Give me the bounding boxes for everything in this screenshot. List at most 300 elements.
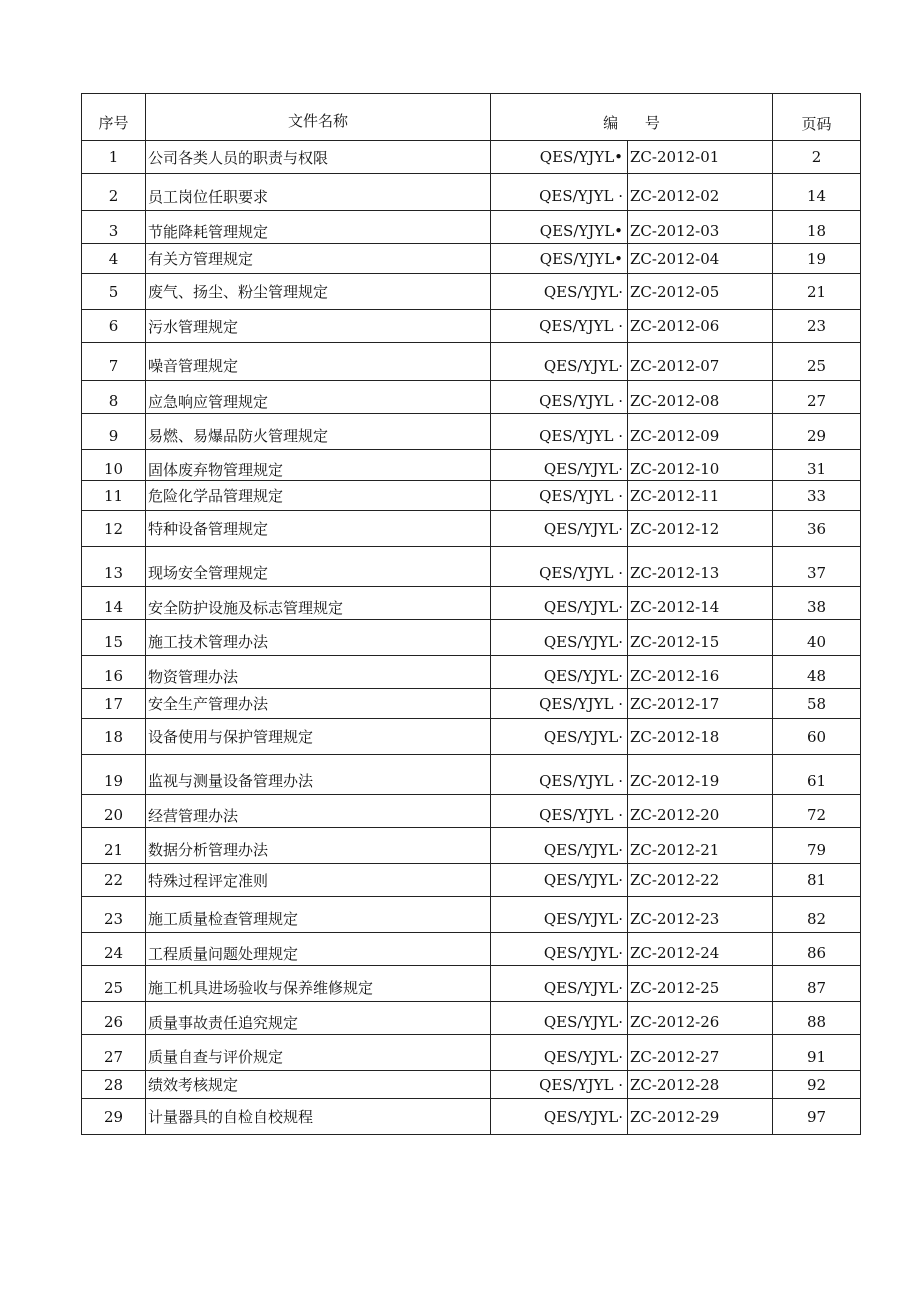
row-code-suffix-text: ZC-2012-29 (630, 1107, 720, 1126)
row-page-number-text: 72 (806, 806, 827, 824)
row-code-prefix-text: QES/YJYL· (543, 282, 623, 301)
row-document-name (146, 1071, 491, 1099)
row-page-number-text: 38 (806, 598, 827, 616)
row-seq-text: 19 (103, 771, 124, 790)
row-page-number (773, 141, 861, 174)
row-seq (82, 1071, 146, 1099)
table-row (82, 381, 861, 414)
row-page-number (773, 795, 861, 828)
row-seq-text: 29 (103, 1107, 124, 1126)
table-row (82, 1035, 861, 1071)
row-seq-text: 7 (108, 356, 119, 375)
header-seq: 序号 (82, 94, 146, 141)
row-code-suffix (628, 755, 773, 795)
row-code-prefix-text: QES/YJYL• (539, 222, 623, 240)
row-seq (82, 897, 146, 933)
row-page-number (773, 274, 861, 310)
row-document-name-text: 易燃、易爆品防火管理规定 (148, 427, 329, 445)
row-code-suffix (628, 547, 773, 587)
row-page-number-text: 27 (806, 392, 827, 410)
row-seq-text: 16 (103, 667, 124, 685)
row-seq-text: 6 (108, 317, 119, 335)
row-document-name (146, 620, 491, 656)
row-seq-text: 3 (108, 222, 119, 240)
row-page-number (773, 689, 861, 719)
row-document-name (146, 481, 491, 511)
row-code-prefix-text: QES/YJYL· (543, 1013, 623, 1031)
table-row (82, 828, 861, 864)
row-document-name-text: 工程质量问题处理规定 (148, 944, 299, 963)
row-document-name (146, 274, 491, 310)
row-code-suffix-text: ZC-2012-26 (630, 1013, 720, 1031)
row-code-prefix (491, 966, 628, 1002)
row-document-name (146, 174, 491, 211)
table-row (82, 274, 861, 310)
row-page-number (773, 414, 861, 450)
row-page-number-text: 60 (806, 727, 827, 746)
row-seq (82, 141, 146, 174)
row-code-prefix-text: QES/YJYL· (543, 727, 623, 746)
row-document-name-text: 监视与测量设备管理办法 (148, 772, 314, 790)
row-page-number (773, 620, 861, 656)
row-seq-text: 5 (108, 282, 119, 301)
row-page-number-text: 82 (806, 909, 827, 928)
table-row (82, 755, 861, 795)
row-code-suffix-text: ZC-2012-16 (630, 667, 720, 685)
row-code-suffix (628, 587, 773, 620)
row-seq-text: 15 (103, 632, 124, 651)
row-code-suffix (628, 933, 773, 966)
row-page-number (773, 481, 861, 511)
row-seq (82, 719, 146, 755)
row-code-suffix (628, 828, 773, 864)
row-document-name-text: 有关方管理规定 (148, 250, 254, 268)
row-seq-text: 1 (108, 148, 119, 166)
row-document-name-text: 绩效考核规定 (148, 1076, 239, 1094)
row-code-suffix (628, 719, 773, 755)
row-seq-text: 12 (103, 519, 124, 538)
row-document-name (146, 719, 491, 755)
row-code-prefix-text: QES/YJYL• (539, 249, 623, 268)
row-page-number-text: 29 (806, 426, 827, 445)
row-code-prefix (491, 864, 628, 897)
row-seq (82, 343, 146, 381)
row-code-prefix-text: QES/YJYL· (543, 978, 623, 997)
row-seq-text: 20 (103, 806, 124, 824)
row-document-name (146, 795, 491, 828)
table-row (82, 587, 861, 620)
row-seq-text: 8 (108, 392, 119, 410)
table-row (82, 1071, 861, 1099)
row-code-prefix (491, 174, 628, 211)
table-header-row (82, 94, 861, 141)
row-seq (82, 381, 146, 414)
row-code-suffix (628, 141, 773, 174)
row-code-prefix (491, 450, 628, 481)
row-code-suffix (628, 274, 773, 310)
row-document-name (146, 141, 491, 174)
row-seq (82, 656, 146, 689)
row-page-number (773, 1035, 861, 1071)
row-code-prefix-text: QES/YJYL · (539, 806, 623, 824)
row-code-suffix (628, 689, 773, 719)
table-row (82, 450, 861, 481)
row-code-prefix-text: QES/YJYL · (539, 426, 623, 445)
row-seq-text: 24 (103, 944, 124, 962)
row-page-number-text: 91 (806, 1047, 827, 1066)
row-document-name (146, 244, 491, 274)
row-document-name (146, 933, 491, 966)
row-document-name (146, 310, 491, 343)
table-row (82, 719, 861, 755)
row-document-name (146, 656, 491, 689)
row-seq-text: 27 (103, 1047, 124, 1066)
row-page-number (773, 933, 861, 966)
row-seq (82, 1099, 146, 1135)
row-code-suffix-text: ZC-2012-15 (630, 632, 720, 651)
row-document-name-text: 危险化学品管理规定 (148, 487, 284, 505)
row-document-name (146, 1035, 491, 1071)
table-row (82, 656, 861, 689)
table-body (82, 141, 861, 1135)
row-seq-text: 9 (108, 426, 119, 445)
row-seq (82, 828, 146, 864)
row-page-number-text: 37 (806, 563, 827, 582)
row-seq-text: 17 (103, 694, 124, 713)
row-seq-text: 11 (103, 486, 124, 505)
row-code-prefix (491, 719, 628, 755)
row-code-prefix (491, 1035, 628, 1071)
row-code-suffix (628, 1002, 773, 1035)
row-code-prefix-text: QES/YJYL· (543, 519, 623, 538)
row-code-suffix-text: ZC-2012-03 (630, 222, 720, 240)
row-document-name (146, 689, 491, 719)
row-document-name (146, 211, 491, 244)
row-document-name-text: 施工技术管理办法 (148, 633, 269, 651)
row-document-name-text: 节能降耗管理规定 (148, 222, 269, 241)
row-page-number (773, 719, 861, 755)
row-code-prefix-text: QES/YJYL· (543, 840, 623, 859)
row-document-name-text: 施工质量检查管理规定 (148, 910, 299, 928)
row-page-number (773, 174, 861, 211)
row-page-number-text: 88 (806, 1013, 827, 1031)
row-seq-text: 22 (103, 871, 124, 889)
row-document-name (146, 450, 491, 481)
row-code-prefix-text: QES/YJYL· (543, 356, 623, 375)
row-page-number (773, 244, 861, 274)
row-page-number-text: 33 (806, 486, 827, 505)
row-page-number (773, 966, 861, 1002)
row-code-suffix-text: ZC-2012-21 (630, 840, 720, 859)
row-code-suffix (628, 620, 773, 656)
row-code-suffix-text: ZC-2012-22 (630, 871, 720, 889)
row-code-suffix-text: ZC-2012-10 (630, 460, 720, 478)
row-code-suffix-text: ZC-2012-04 (630, 249, 720, 268)
row-seq-text: 23 (103, 909, 124, 928)
row-document-name-text: 废气、扬尘、粉尘管理规定 (148, 283, 329, 301)
table-row (82, 864, 861, 897)
row-code-suffix (628, 343, 773, 381)
row-seq-text: 28 (103, 1075, 124, 1094)
row-code-prefix (491, 620, 628, 656)
row-document-name-text: 特殊过程评定准则 (148, 871, 269, 890)
row-code-prefix (491, 547, 628, 587)
row-page-number-text: 92 (806, 1075, 827, 1094)
header-name: 文件名称 (146, 94, 491, 141)
row-document-name-text: 物资管理办法 (148, 667, 239, 686)
row-code-suffix (628, 1099, 773, 1135)
row-code-prefix (491, 1071, 628, 1099)
row-page-number-text: 40 (806, 632, 827, 651)
row-code-prefix (491, 274, 628, 310)
row-code-prefix-text: QES/YJYL· (543, 871, 623, 889)
header-page: 页码 (773, 94, 861, 141)
row-document-name-text: 设备使用与保护管理规定 (148, 728, 314, 746)
table-row (82, 795, 861, 828)
row-code-prefix (491, 1002, 628, 1035)
row-seq-text: 10 (103, 460, 124, 478)
row-page-number-text: 23 (806, 317, 827, 335)
row-code-suffix (628, 1071, 773, 1099)
row-document-name-text: 数据分析管理办法 (148, 841, 269, 859)
row-code-suffix-text: ZC-2012-01 (630, 148, 720, 166)
table-row (82, 1002, 861, 1035)
row-code-suffix-text: ZC-2012-13 (630, 563, 720, 582)
row-code-prefix (491, 689, 628, 719)
row-code-prefix (491, 511, 628, 547)
row-seq-text: 13 (103, 563, 124, 582)
row-seq (82, 966, 146, 1002)
row-seq (82, 1035, 146, 1071)
row-code-suffix (628, 481, 773, 511)
row-code-prefix-text: QES/YJYL· (543, 1047, 623, 1066)
row-code-suffix (628, 795, 773, 828)
row-code-prefix (491, 755, 628, 795)
row-code-prefix-text: QES/YJYL · (539, 486, 623, 505)
row-code-suffix-text: ZC-2012-12 (630, 519, 720, 538)
row-page-number-text: 31 (806, 460, 827, 478)
row-code-prefix (491, 244, 628, 274)
row-page-number-text: 48 (806, 667, 827, 685)
table-row (82, 620, 861, 656)
row-page-number-text: 58 (806, 694, 827, 713)
row-code-suffix (628, 211, 773, 244)
table-row (82, 966, 861, 1002)
row-code-prefix (491, 897, 628, 933)
row-code-suffix-text: ZC-2012-02 (630, 187, 720, 205)
row-seq (82, 244, 146, 274)
row-seq (82, 864, 146, 897)
row-code-prefix (491, 310, 628, 343)
row-document-name-text: 安全生产管理办法 (148, 695, 269, 713)
row-document-name (146, 1002, 491, 1035)
row-page-number (773, 547, 861, 587)
row-code-prefix-text: QES/YJYL · (539, 392, 623, 410)
row-code-suffix (628, 511, 773, 547)
row-page-number (773, 755, 861, 795)
row-document-name (146, 511, 491, 547)
row-seq (82, 689, 146, 719)
row-document-name (146, 381, 491, 414)
row-document-name-text: 公司各类人员的职责与权限 (148, 148, 329, 167)
row-code-prefix (491, 481, 628, 511)
row-code-suffix-text: ZC-2012-20 (630, 806, 720, 824)
row-code-prefix (491, 587, 628, 620)
row-code-prefix-text: QES/YJYL · (539, 317, 623, 335)
row-code-suffix-text: ZC-2012-06 (630, 317, 720, 335)
row-code-suffix-text: ZC-2012-23 (630, 909, 720, 928)
row-code-suffix (628, 174, 773, 211)
row-code-suffix-text: ZC-2012-25 (630, 978, 720, 997)
row-seq (82, 755, 146, 795)
table-row (82, 481, 861, 511)
row-code-suffix-text: ZC-2012-05 (630, 282, 720, 301)
row-code-prefix-text: QES/YJYL· (543, 944, 623, 962)
row-page-number-text: 87 (806, 978, 827, 997)
row-page-number-text: 21 (806, 282, 827, 301)
row-seq-text: 14 (103, 598, 124, 616)
row-document-name (146, 587, 491, 620)
row-document-name-text: 噪音管理规定 (148, 357, 239, 375)
row-code-prefix (491, 211, 628, 244)
table-row (82, 511, 861, 547)
table-row (82, 343, 861, 381)
row-code-suffix (628, 310, 773, 343)
row-seq-text: 18 (103, 727, 124, 746)
row-page-number (773, 828, 861, 864)
row-code-prefix (491, 656, 628, 689)
row-code-suffix-text: ZC-2012-27 (630, 1047, 720, 1066)
row-code-suffix (628, 897, 773, 933)
row-page-number-text: 61 (806, 771, 827, 790)
row-page-number (773, 211, 861, 244)
row-seq (82, 450, 146, 481)
row-code-prefix-text: QES/YJYL · (539, 694, 623, 713)
row-document-name-text: 员工岗位任职要求 (148, 187, 269, 206)
row-code-prefix-text: QES/YJYL· (543, 909, 623, 928)
table-row (82, 1099, 861, 1135)
row-seq-text: 26 (103, 1013, 124, 1031)
row-seq (82, 414, 146, 450)
row-page-number (773, 864, 861, 897)
row-seq-text: 4 (108, 249, 119, 268)
row-page-number-text: 18 (806, 222, 827, 240)
row-code-suffix-text: ZC-2012-09 (630, 426, 720, 445)
row-page-number (773, 587, 861, 620)
row-seq-text: 2 (108, 187, 119, 205)
row-page-number (773, 343, 861, 381)
row-page-number (773, 897, 861, 933)
row-page-number (773, 1099, 861, 1135)
row-code-suffix (628, 1035, 773, 1071)
row-document-name (146, 864, 491, 897)
row-page-number (773, 310, 861, 343)
row-document-name-text: 固体废弃物管理规定 (148, 460, 284, 479)
row-code-prefix-text: QES/YJYL· (543, 460, 623, 478)
header-code: 编 号 (491, 94, 773, 141)
row-document-name-text: 特种设备管理规定 (148, 520, 269, 538)
row-page-number-text: 2 (811, 148, 822, 166)
row-code-suffix-text: ZC-2012-19 (630, 771, 720, 790)
table-row (82, 414, 861, 450)
row-seq (82, 587, 146, 620)
row-document-name-text: 经营管理办法 (148, 806, 239, 825)
row-document-name (146, 828, 491, 864)
row-page-number-text: 25 (806, 356, 827, 375)
table-row (82, 211, 861, 244)
row-document-name (146, 414, 491, 450)
row-document-name (146, 1099, 491, 1135)
row-seq-text: 21 (103, 840, 124, 859)
row-page-number (773, 1071, 861, 1099)
row-code-prefix (491, 141, 628, 174)
row-code-prefix-text: QES/YJYL· (543, 667, 623, 685)
table-row (82, 689, 861, 719)
row-seq (82, 620, 146, 656)
table-row (82, 310, 861, 343)
row-page-number-text: 81 (806, 871, 827, 889)
row-code-suffix (628, 656, 773, 689)
table-row (82, 141, 861, 174)
row-code-suffix (628, 244, 773, 274)
row-code-prefix-text: QES/YJYL• (539, 148, 623, 166)
row-code-prefix-text: QES/YJYL· (543, 1107, 623, 1126)
table-row (82, 897, 861, 933)
row-document-name (146, 343, 491, 381)
row-seq (82, 795, 146, 828)
row-code-suffix (628, 381, 773, 414)
row-page-number (773, 1002, 861, 1035)
document-index-table (81, 93, 861, 1135)
row-document-name-text: 现场安全管理规定 (148, 564, 269, 582)
row-code-suffix (628, 414, 773, 450)
row-code-suffix (628, 864, 773, 897)
row-page-number-text: 86 (806, 944, 827, 962)
row-page-number (773, 381, 861, 414)
row-code-suffix (628, 450, 773, 481)
row-code-prefix (491, 343, 628, 381)
row-seq (82, 481, 146, 511)
row-document-name-text: 施工机具进场验收与保养维修规定 (148, 979, 374, 997)
row-code-suffix-text: ZC-2012-28 (630, 1075, 720, 1094)
row-document-name-text: 安全防护设施及标志管理规定 (148, 598, 344, 617)
table-row (82, 547, 861, 587)
row-document-name-text: 质量事故责任追究规定 (148, 1013, 299, 1032)
row-code-prefix-text: QES/YJYL · (539, 563, 623, 582)
row-code-prefix (491, 795, 628, 828)
row-document-name (146, 755, 491, 795)
row-page-number (773, 450, 861, 481)
row-code-prefix (491, 414, 628, 450)
row-code-prefix (491, 933, 628, 966)
row-code-suffix-text: ZC-2012-11 (630, 486, 720, 505)
row-page-number-text: 14 (806, 187, 827, 205)
row-seq (82, 1002, 146, 1035)
row-document-name-text: 应急响应管理规定 (148, 392, 269, 411)
row-seq (82, 310, 146, 343)
row-document-name-text: 计量器具的自检自校规程 (148, 1108, 314, 1126)
row-code-suffix-text: ZC-2012-14 (630, 598, 720, 616)
row-code-prefix-text: QES/YJYL· (543, 632, 623, 651)
row-page-number-text: 79 (806, 840, 827, 859)
table-row (82, 174, 861, 211)
row-seq (82, 933, 146, 966)
table-row (82, 933, 861, 966)
row-document-name-text: 质量自查与评价规定 (148, 1048, 284, 1066)
row-code-prefix (491, 381, 628, 414)
row-code-prefix (491, 828, 628, 864)
row-page-number (773, 656, 861, 689)
